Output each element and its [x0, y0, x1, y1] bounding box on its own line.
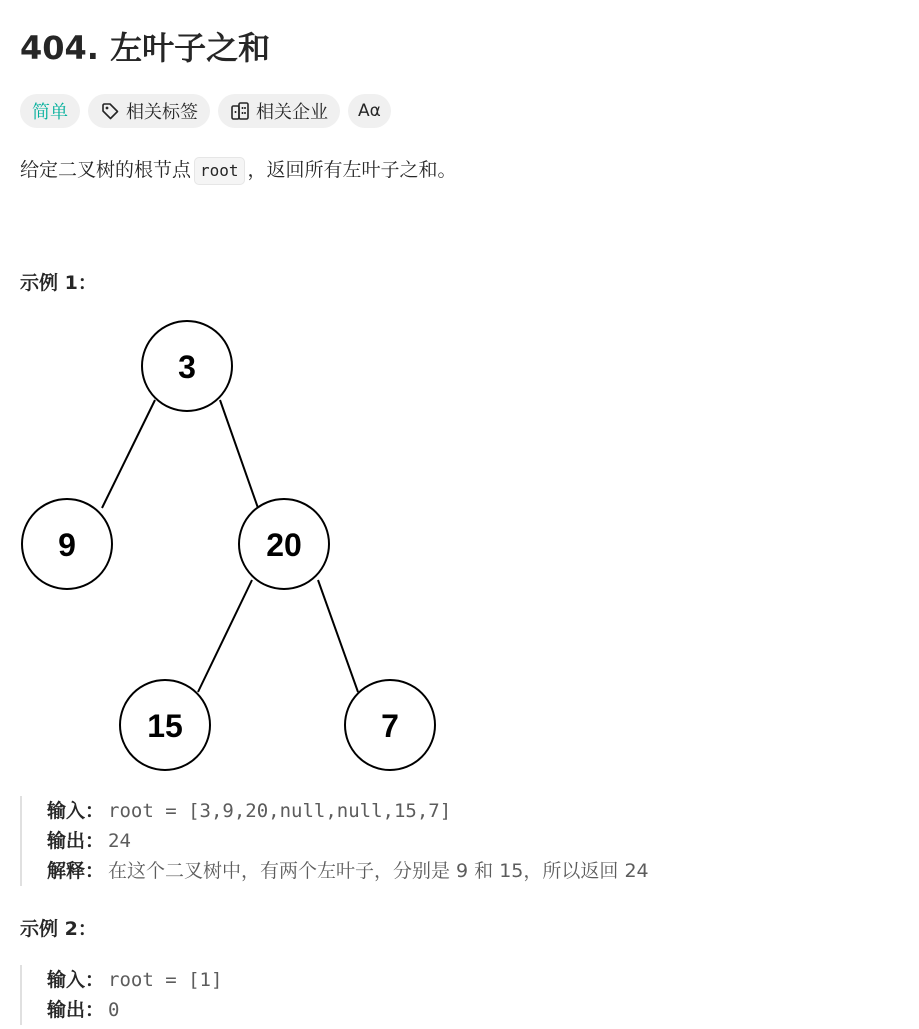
edge-3-9	[102, 400, 155, 508]
output-label: 输出：	[47, 999, 105, 1021]
example-2-heading: 示例 2：	[20, 918, 97, 940]
input-value: root = [1]	[108, 969, 223, 991]
example-2-input	[47, 965, 222, 995]
problem-description	[20, 154, 457, 186]
related-topics-label: 相关标签	[126, 102, 198, 123]
problem-title: 404. 左叶子之和	[20, 29, 271, 67]
related-topics-button[interactable]	[88, 94, 210, 128]
tag-icon	[100, 101, 120, 121]
tree-node-label: 20	[266, 527, 302, 563]
example-2-output	[47, 995, 222, 1025]
difficulty-badge[interactable]: 简单	[20, 94, 80, 128]
explanation-text: 在这个二叉树中，有两个左叶子，分别是 9 和 15，所以返回 24	[108, 860, 649, 882]
input-value: root = [3,9,20,null,null,15,7]	[108, 800, 452, 822]
example-1-heading: 示例 1：	[20, 272, 97, 294]
output-value: 24	[108, 830, 131, 852]
related-companies-button[interactable]	[218, 94, 340, 128]
tag-bar	[20, 94, 391, 128]
output-value: 0	[108, 999, 120, 1021]
edge-20-7	[318, 580, 358, 692]
example-2-block	[20, 965, 222, 1025]
example-1-input	[47, 796, 649, 826]
description-text-start: 给定二叉树的根节点	[20, 159, 192, 181]
example-1-block	[20, 796, 649, 886]
description-text-end: ，返回所有左叶子之和。	[247, 159, 457, 181]
input-label: 输入：	[47, 969, 105, 991]
related-companies-label: 相关企业	[256, 102, 328, 123]
edge-3-20	[220, 400, 258, 508]
tree-node-label: 3	[178, 349, 196, 385]
tree-node-label: 9	[58, 527, 76, 563]
tree-node-label: 15	[147, 708, 183, 744]
translate-button[interactable]	[348, 94, 391, 128]
edge-20-15	[198, 580, 252, 692]
tree-node-label: 7	[381, 708, 399, 744]
description-inline-code: root	[194, 157, 245, 185]
building-icon	[230, 101, 250, 121]
example-1-tree-diagram	[20, 318, 440, 776]
input-label: 输入：	[47, 800, 105, 822]
example-1-explanation	[47, 856, 649, 886]
translate-icon: Aα	[358, 101, 381, 121]
output-label: 输出：	[47, 830, 105, 852]
explanation-label: 解释：	[47, 860, 105, 882]
example-1-output	[47, 826, 649, 856]
